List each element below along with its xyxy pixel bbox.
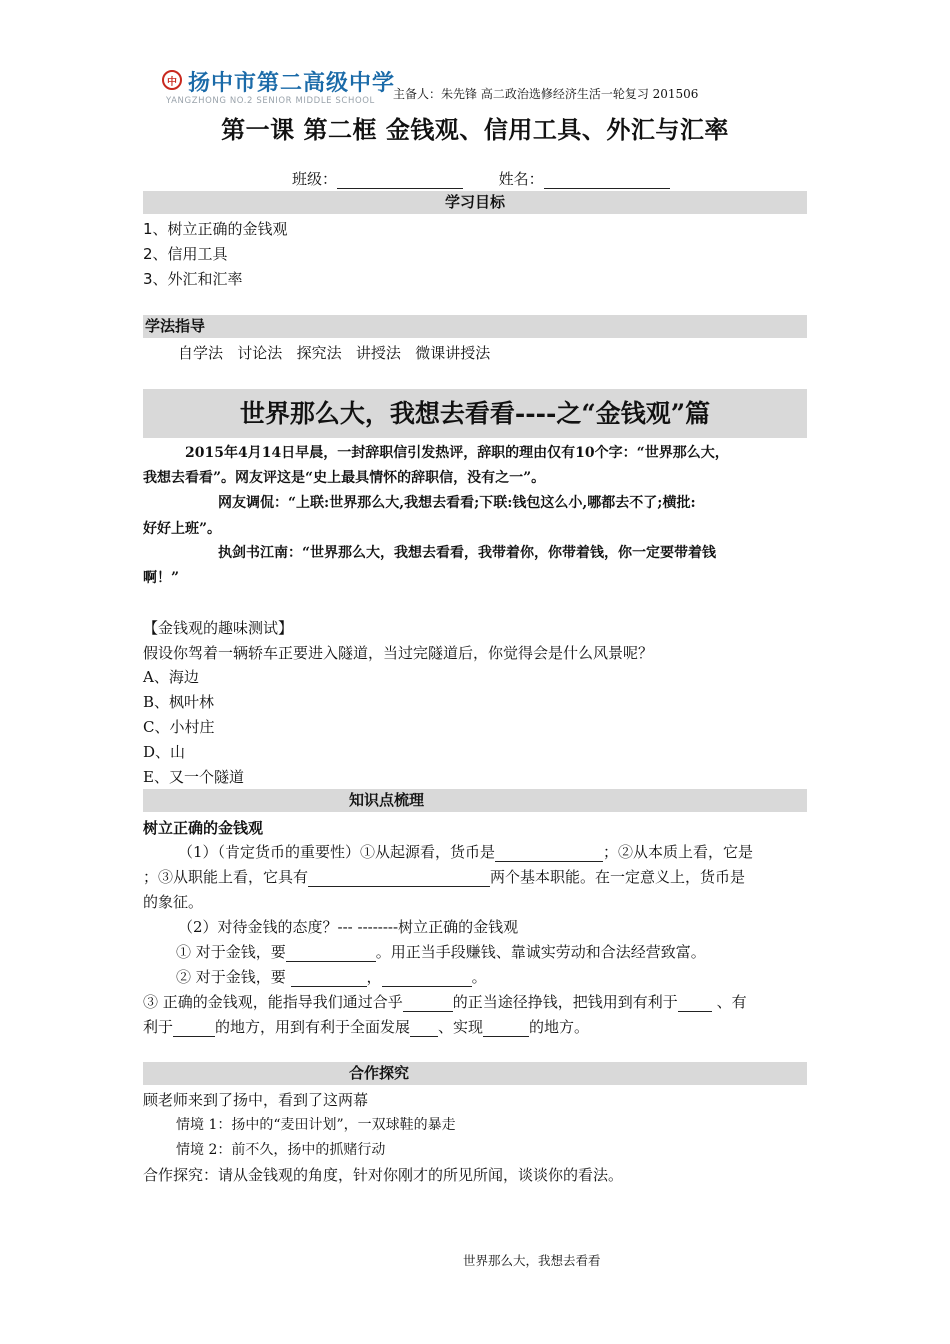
text: 的地方，用到有利于全面发展 xyxy=(215,1018,411,1036)
quiz-option: A、海边 xyxy=(143,668,199,686)
coop-scenario-1: 情境 1：扬中的“麦田计划”，一双球鞋的暴走 xyxy=(176,1117,456,1133)
header-info: 主备人：朱先锋 高二政治选修经济生活一轮复习 201506 xyxy=(393,87,699,101)
quiz-option: D、山 xyxy=(143,743,186,761)
methods-list: 自学法 讨论法 探究法 讲授法 微课讲授法 xyxy=(178,344,491,362)
name-field[interactable] xyxy=(544,174,670,189)
school-name: 扬中市第二高级中学 xyxy=(188,70,396,96)
story-paragraph-1: 2015年4月14日早晨，一封辞职信引发热评，辞职的理由仅有10个字：“世界那么大， xyxy=(185,445,729,461)
knowledge-line-1 xyxy=(178,841,753,862)
knowledge-line-4: （2）对待金钱的态度？--- --------树立正确的金钱观 xyxy=(178,918,519,936)
blank-field[interactable] xyxy=(678,996,712,1012)
coop-task: 合作探究：请从金钱观的角度，针对你刚才的所见所闻，谈谈你的看法。 xyxy=(143,1166,624,1184)
blank-field[interactable] xyxy=(410,1021,438,1037)
blank-field[interactable] xyxy=(286,946,376,962)
methods-heading: 学法指导 xyxy=(143,315,807,338)
knowledge-line-8 xyxy=(143,1016,589,1037)
school-name-english: YANGZHONG NO.2 SENIOR MIDDLE SCHOOL xyxy=(166,96,375,106)
text: ① 对于金钱，要 xyxy=(176,943,286,961)
class-field[interactable] xyxy=(337,174,463,189)
quiz-question: 假设你驾着一辆轿车正要进入隧道，当过完隧道后，你觉得会是什么风景呢？ xyxy=(143,644,654,662)
text: 的地方。 xyxy=(529,1018,590,1036)
coop-heading: 合作探究 xyxy=(143,1062,807,1085)
goal-item: 3、外汇和汇率 xyxy=(143,270,243,288)
text: 的正当途径挣钱，把钱用到有利于 xyxy=(452,993,678,1011)
story-paragraph-3-cont: 啊！” xyxy=(143,570,180,586)
quiz-option: E、又一个隧道 xyxy=(143,768,244,786)
coop-scenario-2: 情境 2：前不久，扬中的抓赌行动 xyxy=(176,1142,386,1158)
text: 、有 xyxy=(711,993,747,1011)
goals-heading: 学习目标 xyxy=(143,191,807,214)
page-footer: 世界那么大，我想去看看 xyxy=(463,1253,601,1268)
blank-field[interactable] xyxy=(495,846,603,862)
blank-field[interactable] xyxy=(403,996,453,1012)
blank-field[interactable] xyxy=(308,871,490,887)
class-name-line xyxy=(292,168,670,189)
story-paragraph-3: 执剑书江南：“世界那么大，我想去看看，我带着你，你带着钱，你一定要带着钱 xyxy=(218,545,717,561)
goal-item: 2、信用工具 xyxy=(143,245,228,263)
goal-item: 1、树立正确的金钱观 xyxy=(143,220,288,238)
blank-field[interactable] xyxy=(483,1021,529,1037)
knowledge-line-5 xyxy=(176,941,706,962)
quiz-heading: 【金钱观的趣味测试】 xyxy=(143,619,294,637)
story-paragraph-1-cont: 我想去看看”。网友评这是“史上最具情怀的辞职信，没有之一”。 xyxy=(143,470,546,486)
knowledge-line-3: 的象征。 xyxy=(143,893,204,911)
story-paragraph-2: 网友调侃：“上联:世界那么大,我想去看看;下联:钱包这么小,哪都去不了;横批: xyxy=(218,495,696,511)
blank-field[interactable] xyxy=(382,971,472,987)
text: 利于 xyxy=(143,1018,174,1036)
quiz-option: C、小村庄 xyxy=(143,718,215,736)
text: ；②从本质上看，它是 xyxy=(603,843,754,861)
knowledge-line-7 xyxy=(143,991,747,1012)
knowledge-heading: 知识点梳理 xyxy=(143,789,807,812)
coop-intro: 顾老师来到了扬中，看到了这两幕 xyxy=(143,1091,369,1109)
blank-field[interactable] xyxy=(291,971,367,987)
class-label: 班级： xyxy=(292,170,338,188)
school-emblem-icon: 中 xyxy=(162,70,182,90)
text: ， xyxy=(366,968,382,986)
text: 。用正当手段赚钱、靠诚实劳动和合法经营致富。 xyxy=(375,943,706,961)
blank-field[interactable] xyxy=(173,1021,215,1037)
text: 、实现 xyxy=(438,1018,484,1036)
text: ③ 正确的金钱观，能指导我们通过合乎 xyxy=(143,993,403,1011)
school-logo xyxy=(162,66,396,110)
text: ② 对于金钱，要 xyxy=(176,968,291,986)
knowledge-line-2 xyxy=(143,866,745,887)
text: ；③从职能上看，它具有 xyxy=(143,868,309,886)
page-title: 第一课 第二框 金钱观、信用工具、外汇与汇率 xyxy=(221,115,729,144)
quiz-option: B、枫叶林 xyxy=(143,693,215,711)
text: （1）（肯定货币的重要性）①从起源看，货币是 xyxy=(178,843,496,861)
knowledge-subheading: 树立正确的金钱观 xyxy=(143,819,264,837)
section-banner: 世界那么大，我想去看看----之“金钱观”篇 xyxy=(143,389,807,438)
text: 两个基本职能。在一定意义上，货币是 xyxy=(490,868,746,886)
story-paragraph-2-cont: 好好上班”。 xyxy=(143,521,222,537)
name-label: 姓名： xyxy=(498,170,544,188)
knowledge-line-6 xyxy=(176,966,487,987)
text: 。 xyxy=(471,968,487,986)
